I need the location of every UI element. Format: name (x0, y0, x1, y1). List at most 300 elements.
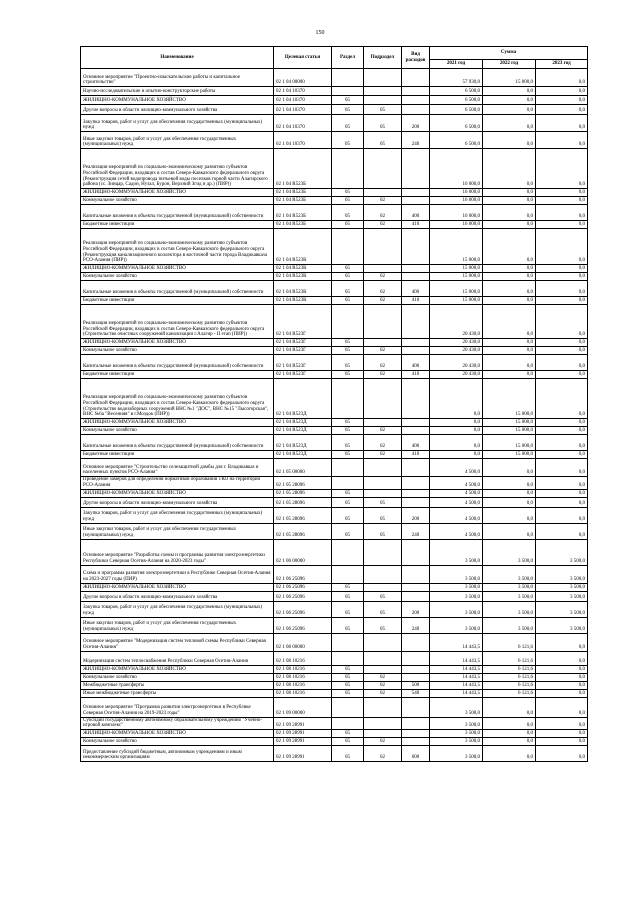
row-section: 05 (332, 583, 364, 591)
row-sum-2023: 3 500,0 (536, 601, 588, 617)
row-name: Коммунальное хозяйство (81, 738, 274, 746)
table-row (81, 459, 588, 477)
row-name: Коммунальное хозяйство (81, 673, 274, 681)
row-sum-2023: 0,0 (536, 419, 588, 427)
row-section: 05 (332, 427, 364, 435)
row-sum-2022: 3 500,0 (483, 601, 536, 617)
row-subsection (364, 265, 402, 273)
table-row (81, 591, 588, 601)
row-expense-type (402, 229, 430, 265)
row-target-article: 02 1 08 10216 (274, 689, 332, 697)
row-sum-2022: 6 121,6 (483, 681, 536, 689)
row-section (332, 69, 364, 87)
row-sum-2021: 4 500,0 (430, 489, 483, 497)
row-sum-2022: 15 000,0 (483, 419, 536, 427)
row-sum-2023: 0,0 (536, 297, 588, 305)
row-section: 05 (332, 115, 364, 132)
row-target-article: 02 1 04 R523В (274, 297, 332, 305)
row-name: ЖИЛИЩНО-КОММУНАЛЬНОЕ ХОЗЯЙСТВО (81, 265, 274, 273)
row-target-article: 02 1 04 R523Г (274, 355, 332, 371)
row-section: 05 (332, 419, 364, 427)
row-sum-2023: 3 500,0 (536, 583, 588, 591)
row-target-article: 02 1 05 28096 (274, 507, 332, 523)
row-sum-2023: 0,0 (536, 665, 588, 673)
row-subsection: 05 (364, 497, 402, 507)
row-expense-type (402, 730, 430, 738)
row-target-article: 02 1 09 00000 (274, 697, 332, 717)
row-section: 05 (332, 665, 364, 673)
row-sum-2021: 4 500,0 (430, 523, 483, 539)
row-sum-2021: 3 500,0 (430, 697, 483, 717)
row-sum-2021: 20 430,0 (430, 305, 483, 339)
row-sum-2023: 0,0 (536, 379, 588, 419)
table-row (81, 717, 588, 730)
row-subsection (364, 149, 402, 189)
row-expense-type (402, 197, 430, 205)
row-sum-2022: 6 121,6 (483, 689, 536, 697)
row-expense-type: 240 (402, 132, 430, 149)
row-sum-2023: 0,0 (536, 523, 588, 539)
row-sum-2022: 0,0 (483, 229, 536, 265)
row-sum-2021: 3 500,0 (430, 617, 483, 633)
row-target-article: 02 1 04 R523Г (274, 371, 332, 379)
row-name: Основное мероприятие "Модернизация систем тепловой схемы Республики Северная Осетия-Алания" (81, 633, 274, 651)
header-expense-type: Вид расходов (402, 47, 430, 69)
row-name: Бюджетные инвестиции (81, 221, 274, 229)
row-sum-2021: 4 500,0 (430, 507, 483, 523)
row-name: Коммунальное хозяйство (81, 273, 274, 281)
row-sum-2021: 3 500,0 (430, 738, 483, 746)
row-sum-2022: 0,0 (483, 132, 536, 149)
row-subsection (364, 87, 402, 96)
row-target-article: 02 1 09 28991 (274, 746, 332, 762)
row-target-article: 02 1 04 R523Г (274, 347, 332, 355)
table-row (81, 435, 588, 451)
row-sum-2023: 0,0 (536, 427, 588, 435)
row-name: Модернизация систем теплоснабжения Республики Северная Осетия-Алания (81, 651, 274, 665)
row-subsection (364, 489, 402, 497)
row-name: Основное мероприятие "Программа развития электроэнергетики в Республике Северная Осетия-Алания на 2019-2023 годы" (81, 697, 274, 717)
row-expense-type: 400 (402, 435, 430, 451)
row-name: Закупка товаров, работ и услуг для обеспечения государственных (муниципальных) нужд (81, 115, 274, 132)
row-subsection: 05 (364, 105, 402, 115)
row-subsection (364, 665, 402, 673)
row-name: Другие вопросы в области жилищно-коммунального хозяйства (81, 105, 274, 115)
row-section (332, 697, 364, 717)
row-section: 05 (332, 273, 364, 281)
row-section: 05 (332, 497, 364, 507)
row-subsection: 02 (364, 427, 402, 435)
row-section: 05 (332, 297, 364, 305)
table-row (81, 489, 588, 497)
row-sum-2021: 6 500,0 (430, 87, 483, 96)
row-expense-type: 400 (402, 355, 430, 371)
table-row (81, 689, 588, 697)
row-name: Коммунальное хозяйство (81, 347, 274, 355)
row-name: ЖИЛИЩНО-КОММУНАЛЬНОЕ ХОЗЯЙСТВО (81, 419, 274, 427)
row-sum-2022: 0,0 (483, 497, 536, 507)
row-target-article: 02 1 05 00000 (274, 459, 332, 477)
row-sum-2021: 16 000,0 (430, 221, 483, 229)
row-expense-type (402, 189, 430, 197)
row-sum-2021: 16 000,0 (430, 149, 483, 189)
table-row (81, 87, 588, 96)
row-target-article: 02 1 04 10370 (274, 105, 332, 115)
row-sum-2021: 4 500,0 (430, 459, 483, 477)
row-subsection (364, 697, 402, 717)
row-name: Основное мероприятие "Строительство селезащитной дамбы для г. Владикавказ и населенных пунктов РСО-Алания" (81, 459, 274, 477)
row-name: Иные закупки товаров, работ и услуг для обеспечения государственных (муниципальных) нужд (81, 132, 274, 149)
row-expense-type (402, 305, 430, 339)
row-section (332, 229, 364, 265)
row-section: 05 (332, 730, 364, 738)
row-subsection: 02 (364, 297, 402, 305)
row-sum-2022: 15 000,0 (483, 379, 536, 419)
row-subsection: 02 (364, 738, 402, 746)
row-name: Научно-исследовательские и опытно-конструкторские работы (81, 87, 274, 96)
row-name: Проведение замеров для определения нормативов образования ТКО на территории РСО-Алания (81, 477, 274, 490)
row-sum-2023: 0,0 (536, 451, 588, 459)
row-name: ЖИЛИЩНО-КОММУНАЛЬНОЕ ХОЗЯЙСТВО (81, 189, 274, 197)
table-row (81, 105, 588, 115)
row-name: Капитальные вложения в объекты государственной (муниципальной) собственности (81, 355, 274, 371)
row-sum-2021: 3 500,0 (430, 583, 483, 591)
row-subsection (364, 539, 402, 565)
row-subsection: 02 (364, 451, 402, 459)
row-expense-type (402, 96, 430, 105)
table-row (81, 451, 588, 459)
row-name: ЖИЛИЩНО-КОММУНАЛЬНОЕ ХОЗЯЙСТВО (81, 583, 274, 591)
row-section: 05 (332, 221, 364, 229)
table-row (81, 673, 588, 681)
row-name: Иные закупки товаров, работ и услуг для обеспечения государственных (муниципальных) нужд (81, 523, 274, 539)
row-sum-2021: 57 930,0 (430, 69, 483, 87)
row-sum-2022: 3 500,0 (483, 565, 536, 583)
row-sum-2021: 3 500,0 (430, 730, 483, 738)
row-expense-type (402, 87, 430, 96)
row-sum-2021: 6 500,0 (430, 115, 483, 132)
table-row (81, 497, 588, 507)
row-sum-2021: 0,0 (430, 419, 483, 427)
row-sum-2022: 0,0 (483, 273, 536, 281)
row-section: 05 (332, 489, 364, 497)
row-expense-type (402, 565, 430, 583)
row-sum-2021: 4 500,0 (430, 477, 483, 490)
row-target-article: 02 1 09 28991 (274, 717, 332, 730)
table-row (81, 651, 588, 665)
header-year-2023: 2023 год (536, 60, 588, 69)
row-target-article: 02 1 08 00000 (274, 633, 332, 651)
row-name: ЖИЛИЩНО-КОММУНАЛЬНОЕ ХОЗЯЙСТВО (81, 339, 274, 347)
row-sum-2021: 20 430,0 (430, 339, 483, 347)
row-sum-2022: 0,0 (483, 115, 536, 132)
row-target-article: 02 1 04 R523Г (274, 305, 332, 339)
row-sum-2023: 0,0 (536, 697, 588, 717)
row-expense-type: 540 (402, 689, 430, 697)
row-sum-2022: 0,0 (483, 738, 536, 746)
row-target-article: 02 1 06 25096 (274, 583, 332, 591)
table-row (81, 601, 588, 617)
row-section (332, 87, 364, 96)
row-subsection (364, 69, 402, 87)
row-sum-2022: 15 000,0 (483, 435, 536, 451)
row-section: 05 (332, 105, 364, 115)
row-section: 05 (332, 132, 364, 149)
row-sum-2022: 0,0 (483, 355, 536, 371)
row-target-article: 02 1 04 R523Д (274, 435, 332, 451)
row-subsection (364, 651, 402, 665)
row-section: 05 (332, 746, 364, 762)
row-name: Межбюджетные трансферты (81, 681, 274, 689)
table-row (81, 681, 588, 689)
row-sum-2022: 0,0 (483, 149, 536, 189)
row-target-article: 02 1 04 R523В (274, 229, 332, 265)
row-sum-2021: 0,0 (430, 435, 483, 451)
row-name: Закупка товаров, работ и услуг для обеспечения государственных (муниципальных) нужд (81, 601, 274, 617)
row-sum-2023: 0,0 (536, 689, 588, 697)
row-name: Другие вопросы в области жилищно-коммунального хозяйства (81, 591, 274, 601)
row-target-article: 02 1 04 10370 (274, 132, 332, 149)
table-row (81, 583, 588, 591)
row-target-article: 02 1 06 25096 (274, 565, 332, 583)
row-target-article: 02 1 04 R523Д (274, 451, 332, 459)
row-sum-2021: 6 500,0 (430, 132, 483, 149)
row-sum-2022: 0,0 (483, 730, 536, 738)
row-sum-2022: 0,0 (483, 265, 536, 273)
row-target-article: 02 1 04 10370 (274, 115, 332, 132)
row-name: Предоставление субсидий бюджетным, автономным учреждениям и иным некоммерческим организациям (81, 746, 274, 762)
row-expense-type (402, 273, 430, 281)
row-sum-2021: 20 430,0 (430, 347, 483, 355)
row-sum-2022: 0,0 (483, 371, 536, 379)
row-name: Бюджетные инвестиции (81, 297, 274, 305)
row-target-article: 02 1 04 R523Д (274, 379, 332, 419)
row-expense-type (402, 477, 430, 490)
row-sum-2021: 3 500,0 (430, 601, 483, 617)
row-sum-2021: 15 000,0 (430, 265, 483, 273)
row-expense-type: 500 (402, 681, 430, 689)
row-sum-2023: 0,0 (536, 273, 588, 281)
row-name: Коммунальное хозяйство (81, 197, 274, 205)
row-target-article: 02 1 04 R523В (274, 273, 332, 281)
row-subsection (364, 459, 402, 477)
row-target-article: 02 1 08 10216 (274, 673, 332, 681)
row-name: Коммунальное хозяйство (81, 427, 274, 435)
header-target-article: Целевая статья (274, 47, 332, 69)
table-row (81, 730, 588, 738)
row-sum-2022: 3 500,0 (483, 617, 536, 633)
row-sum-2023: 3 500,0 (536, 539, 588, 565)
row-section: 05 (332, 689, 364, 697)
row-section: 05 (332, 355, 364, 371)
row-name: Реализация мероприятий по социально-экономическому развитию субъектов Российской Федерации, входящих в состав Северо-Кавказского федерального округа (Реконструкция сетей водопровода питьевой воды поселков горной части Алагирского района (сс. Зинцар, Садон, Нузал, Бурон, Верхний Згид и др.) (ПИР)) (81, 149, 274, 189)
table-row (81, 523, 588, 539)
row-sum-2023: 0,0 (536, 281, 588, 297)
row-subsection: 02 (364, 681, 402, 689)
row-sum-2023: 0,0 (536, 651, 588, 665)
row-section (332, 633, 364, 651)
row-sum-2021: 20 430,0 (430, 371, 483, 379)
table-row (81, 115, 588, 132)
table-row (81, 339, 588, 347)
row-section: 05 (332, 205, 364, 221)
row-section: 05 (332, 523, 364, 539)
row-expense-type: 200 (402, 507, 430, 523)
row-expense-type (402, 633, 430, 651)
table-row (81, 265, 588, 273)
row-section: 05 (332, 601, 364, 617)
table-row (81, 273, 588, 281)
row-subsection (364, 229, 402, 265)
row-sum-2023: 0,0 (536, 477, 588, 490)
row-section (332, 717, 364, 730)
row-subsection: 05 (364, 507, 402, 523)
row-section: 05 (332, 617, 364, 633)
row-subsection (364, 565, 402, 583)
table-row (81, 697, 588, 717)
row-expense-type (402, 673, 430, 681)
row-sum-2023: 0,0 (536, 435, 588, 451)
row-target-article: 02 1 05 28096 (274, 497, 332, 507)
row-sum-2022: 6 121,6 (483, 673, 536, 681)
row-name: Субсидии государственному автономному образовательному учреждению "Учебно-игровой комплекс" (81, 717, 274, 730)
row-target-article: 02 1 04 R523Б (274, 189, 332, 197)
row-expense-type (402, 379, 430, 419)
row-section: 05 (332, 281, 364, 297)
row-name: Реализация мероприятий по социально-экономическому развитию субъектов Российской Федерации, входящих в состав Северо-Кавказского федерального округа (Строительство очистных сооружений канализации г.Алагир - II этап (ПИР)) (81, 305, 274, 339)
row-sum-2021: 3 500,0 (430, 539, 483, 565)
row-expense-type: 400 (402, 205, 430, 221)
header-section: Раздел (332, 47, 364, 69)
row-sum-2022: 0,0 (483, 459, 536, 477)
page-number: 150 (315, 30, 325, 36)
table-body (81, 69, 588, 762)
row-name: Основное мероприятие "Проектно-изыскательские работы и капитальное строительство" (81, 69, 274, 87)
table-row (81, 617, 588, 633)
row-expense-type: 600 (402, 746, 430, 762)
row-sum-2021: 3 500,0 (430, 591, 483, 601)
row-subsection: 02 (364, 197, 402, 205)
row-sum-2021: 6 500,0 (430, 96, 483, 105)
row-sum-2021: 0,0 (430, 427, 483, 435)
row-section (332, 149, 364, 189)
row-expense-type (402, 697, 430, 717)
row-sum-2022: 0,0 (483, 507, 536, 523)
row-sum-2023: 0,0 (536, 69, 588, 87)
row-target-article: 02 1 04 10370 (274, 87, 332, 96)
row-sum-2021: 16 000,0 (430, 205, 483, 221)
row-expense-type: 410 (402, 221, 430, 229)
header-year-2022: 2022 год (483, 60, 536, 69)
table-row (81, 355, 588, 371)
row-name: ЖИЛИЩНО-КОММУНАЛЬНОЕ ХОЗЯЙСТВО (81, 730, 274, 738)
header-subsection: Подраздел (364, 47, 402, 69)
row-sum-2021: 14 443,5 (430, 673, 483, 681)
row-subsection (364, 730, 402, 738)
row-subsection: 02 (364, 347, 402, 355)
row-subsection (364, 379, 402, 419)
row-sum-2022: 0,0 (483, 305, 536, 339)
row-sum-2023: 0,0 (536, 507, 588, 523)
row-expense-type (402, 738, 430, 746)
row-subsection (364, 305, 402, 339)
row-subsection (364, 477, 402, 490)
row-expense-type: 200 (402, 601, 430, 617)
row-section: 05 (332, 507, 364, 523)
row-sum-2022: 6 121,6 (483, 665, 536, 673)
row-name: Капитальные вложения в объекты государственной (муниципальной) собственности (81, 205, 274, 221)
row-subsection: 02 (364, 281, 402, 297)
table-header (81, 47, 588, 69)
row-sum-2022: 0,0 (483, 87, 536, 96)
row-target-article: 02 1 09 28991 (274, 730, 332, 738)
row-sum-2023: 0,0 (536, 87, 588, 96)
row-sum-2021: 14 443,5 (430, 665, 483, 673)
table-row (81, 69, 588, 87)
row-sum-2021: 15 000,0 (430, 273, 483, 281)
table-row (81, 746, 588, 762)
row-name: Иные межбюджетные трансферты (81, 689, 274, 697)
row-name: ЖИЛИЩНО-КОММУНАЛЬНОЕ ХОЗЯЙСТВО (81, 665, 274, 673)
row-target-article: 02 1 04 R523В (274, 265, 332, 273)
table-row (81, 371, 588, 379)
row-section: 05 (332, 451, 364, 459)
row-section: 05 (332, 681, 364, 689)
table-row (81, 197, 588, 205)
row-sum-2023: 0,0 (536, 132, 588, 149)
row-sum-2023: 0,0 (536, 459, 588, 477)
table-row (81, 281, 588, 297)
row-target-article: 02 1 04 R523Б (274, 221, 332, 229)
table-row (81, 96, 588, 105)
row-target-article: 02 1 04 R523Б (274, 149, 332, 189)
row-sum-2021: 15 000,0 (430, 297, 483, 305)
row-sum-2023: 3 500,0 (536, 617, 588, 633)
table-row (81, 427, 588, 435)
row-sum-2023: 0,0 (536, 730, 588, 738)
table-row (81, 477, 588, 490)
row-sum-2023: 0,0 (536, 633, 588, 651)
row-expense-type (402, 665, 430, 673)
row-subsection: 02 (364, 355, 402, 371)
row-subsection: 02 (364, 689, 402, 697)
row-name: Бюджетные инвестиции (81, 451, 274, 459)
row-subsection (364, 189, 402, 197)
row-sum-2021: 6 500,0 (430, 105, 483, 115)
row-subsection: 02 (364, 371, 402, 379)
row-section (332, 477, 364, 490)
row-sum-2022: 0,0 (483, 221, 536, 229)
row-subsection: 02 (364, 221, 402, 229)
row-section (332, 459, 364, 477)
row-sum-2021: 14 443,5 (430, 689, 483, 697)
row-sum-2022: 0,0 (483, 697, 536, 717)
table-row (81, 379, 588, 419)
row-sum-2022: 0,0 (483, 297, 536, 305)
row-sum-2021: 16 000,0 (430, 197, 483, 205)
row-name: Схема и программа развития электроэнергетики в Республике Северная Осетия-Алания на 2023-2027 годы (ПИР) (81, 565, 274, 583)
row-sum-2023: 0,0 (536, 673, 588, 681)
row-section: 05 (332, 189, 364, 197)
row-sum-2021: 0,0 (430, 451, 483, 459)
row-sum-2022: 0,0 (483, 281, 536, 297)
row-target-article: 02 1 08 10216 (274, 651, 332, 665)
row-section: 05 (332, 738, 364, 746)
row-name: Капитальные вложения в объекты государственной (муниципальной) собственности (81, 435, 274, 451)
table-row (81, 507, 588, 523)
table-row (81, 205, 588, 221)
row-subsection: 05 (364, 132, 402, 149)
